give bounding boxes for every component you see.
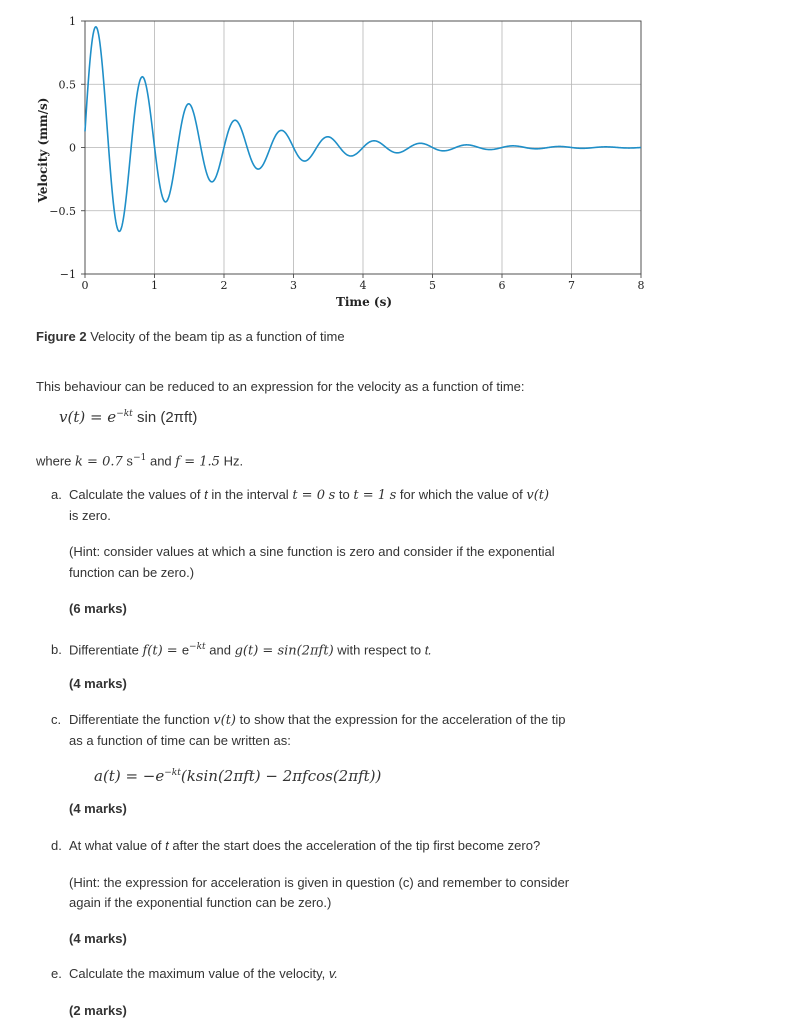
question-a-hint1: (Hint: consider values at which a sine function is zero and consider if the exponential	[69, 544, 555, 559]
figure-caption-text: Velocity of the beam tip as a function of time	[90, 329, 345, 344]
y-tick-label: 1	[69, 15, 76, 28]
x-tick-label: 6	[498, 279, 506, 292]
y-axis-label: Velocity (mm/s)	[36, 97, 50, 203]
question-a-hint2: function can be zero.)	[69, 565, 195, 580]
question-a-s2: s	[389, 488, 397, 503]
question-a-text1: Calculate the values of	[69, 487, 205, 502]
y-tick-label: −1	[59, 268, 76, 281]
question-a-m1: t = 0	[292, 488, 325, 503]
question-b-text1: Differentiate	[69, 642, 143, 658]
question-c-text2: to show that the expression for the acceleration of the tip	[236, 712, 566, 727]
figure-caption	[36, 329, 345, 344]
question-c-marks: (4 marks)	[69, 801, 127, 816]
x-tick-label: 4	[359, 279, 367, 292]
question-d-text1: At what value of	[69, 838, 166, 853]
where-k-unit: s	[126, 454, 134, 470]
accel-eq-lhs: a(t) = −e	[94, 767, 165, 785]
question-a-text3: for which the value of	[396, 487, 527, 502]
question-b-marks: (4 marks)	[69, 676, 127, 691]
where-k: k = 0.7	[75, 454, 123, 470]
question-a-line1	[51, 485, 549, 506]
question-a-to: to	[335, 487, 354, 502]
question-b-m2: g(t) = sin(2πft)	[234, 643, 334, 659]
velocity-eq-lhs: v(t) = e	[59, 408, 117, 426]
question-d-t: t	[165, 838, 169, 853]
x-tick-label: 3	[290, 279, 297, 292]
question-b-t: t.	[424, 642, 432, 658]
question-d-text2: after the start does the acceleration of the tip first become zero?	[168, 838, 541, 853]
question-e-marks: (2 marks)	[69, 1003, 127, 1018]
question-c-text1: Differentiate the function	[69, 712, 214, 727]
question-a-t: t	[204, 487, 208, 502]
question-d-label: d.	[51, 838, 62, 853]
y-tick-label: 0	[69, 141, 76, 155]
velocity-eq-rhs: sin (2πft)	[136, 409, 198, 426]
x-tick-label: 1	[151, 279, 158, 292]
question-b-text2: with respect to	[333, 642, 425, 658]
question-c-label: c.	[51, 712, 62, 727]
where-k-exp: −1	[133, 453, 147, 463]
velocity-equation	[59, 408, 197, 426]
x-tick-label: 2	[220, 279, 228, 292]
question-d-line	[51, 836, 540, 856]
question-a-label: a.	[51, 487, 62, 502]
y-tick-label: −0.5	[49, 204, 76, 218]
question-c-m1: v(t)	[213, 713, 237, 728]
figure-label: Figure 2	[36, 329, 87, 344]
question-e-v: v.	[328, 966, 339, 981]
velocity-eq-exp: −kt	[116, 409, 133, 419]
question-a-line2: is zero.	[69, 508, 111, 523]
question-c-line2: as a function of time can be written as:	[69, 733, 291, 748]
question-a-m3: v(t)	[526, 488, 550, 503]
accel-eq-rhs: (ksin(2πft) − 2πfcos(2πft))	[180, 767, 382, 785]
question-b-m1: f(t) =	[142, 643, 182, 659]
where-line	[36, 448, 243, 472]
x-tick-label: 5	[429, 279, 436, 292]
where-f: f = 1.5	[175, 454, 220, 470]
x-tick-label: 0	[81, 279, 89, 292]
intro-text: This behaviour can be reduced to an expression for the velocity as a function of time:	[36, 379, 525, 394]
question-c-line1	[51, 710, 566, 731]
velocity-chart	[0, 0, 795, 325]
x-axis-label: Time (s)	[335, 295, 393, 309]
x-tick-label: 8	[637, 279, 645, 292]
where-and: and	[149, 453, 172, 469]
question-a-m2: t = 1	[353, 488, 386, 503]
y-tick-label: 0.5	[58, 78, 76, 92]
where-prefix: where	[36, 453, 72, 469]
question-e-label: e.	[51, 966, 62, 981]
x-tick-label: 7	[568, 279, 575, 292]
question-b-exp: −kt	[189, 642, 206, 652]
question-b-e: e	[181, 642, 190, 658]
question-a-text2: in the interval	[207, 487, 293, 502]
question-e-line	[51, 964, 338, 984]
question-b-and: and	[205, 642, 235, 658]
question-a-marks: (6 marks)	[69, 601, 127, 616]
where-f-unit: Hz.	[223, 453, 244, 469]
accel-eq-exp: −kt	[164, 768, 181, 778]
question-d-hint2: again if the exponential function can be zero.)	[69, 895, 332, 910]
acceleration-equation	[94, 767, 381, 785]
question-d-marks: (4 marks)	[69, 931, 127, 946]
question-d-hint1: (Hint: the expression for acceleration is given in question (c) and remember to consider	[69, 875, 570, 890]
question-e-text1: Calculate the maximum value of the velocity,	[69, 966, 329, 981]
question-b-line	[51, 637, 432, 661]
question-a-s1: s	[328, 488, 336, 503]
question-b-label: b.	[51, 642, 62, 658]
